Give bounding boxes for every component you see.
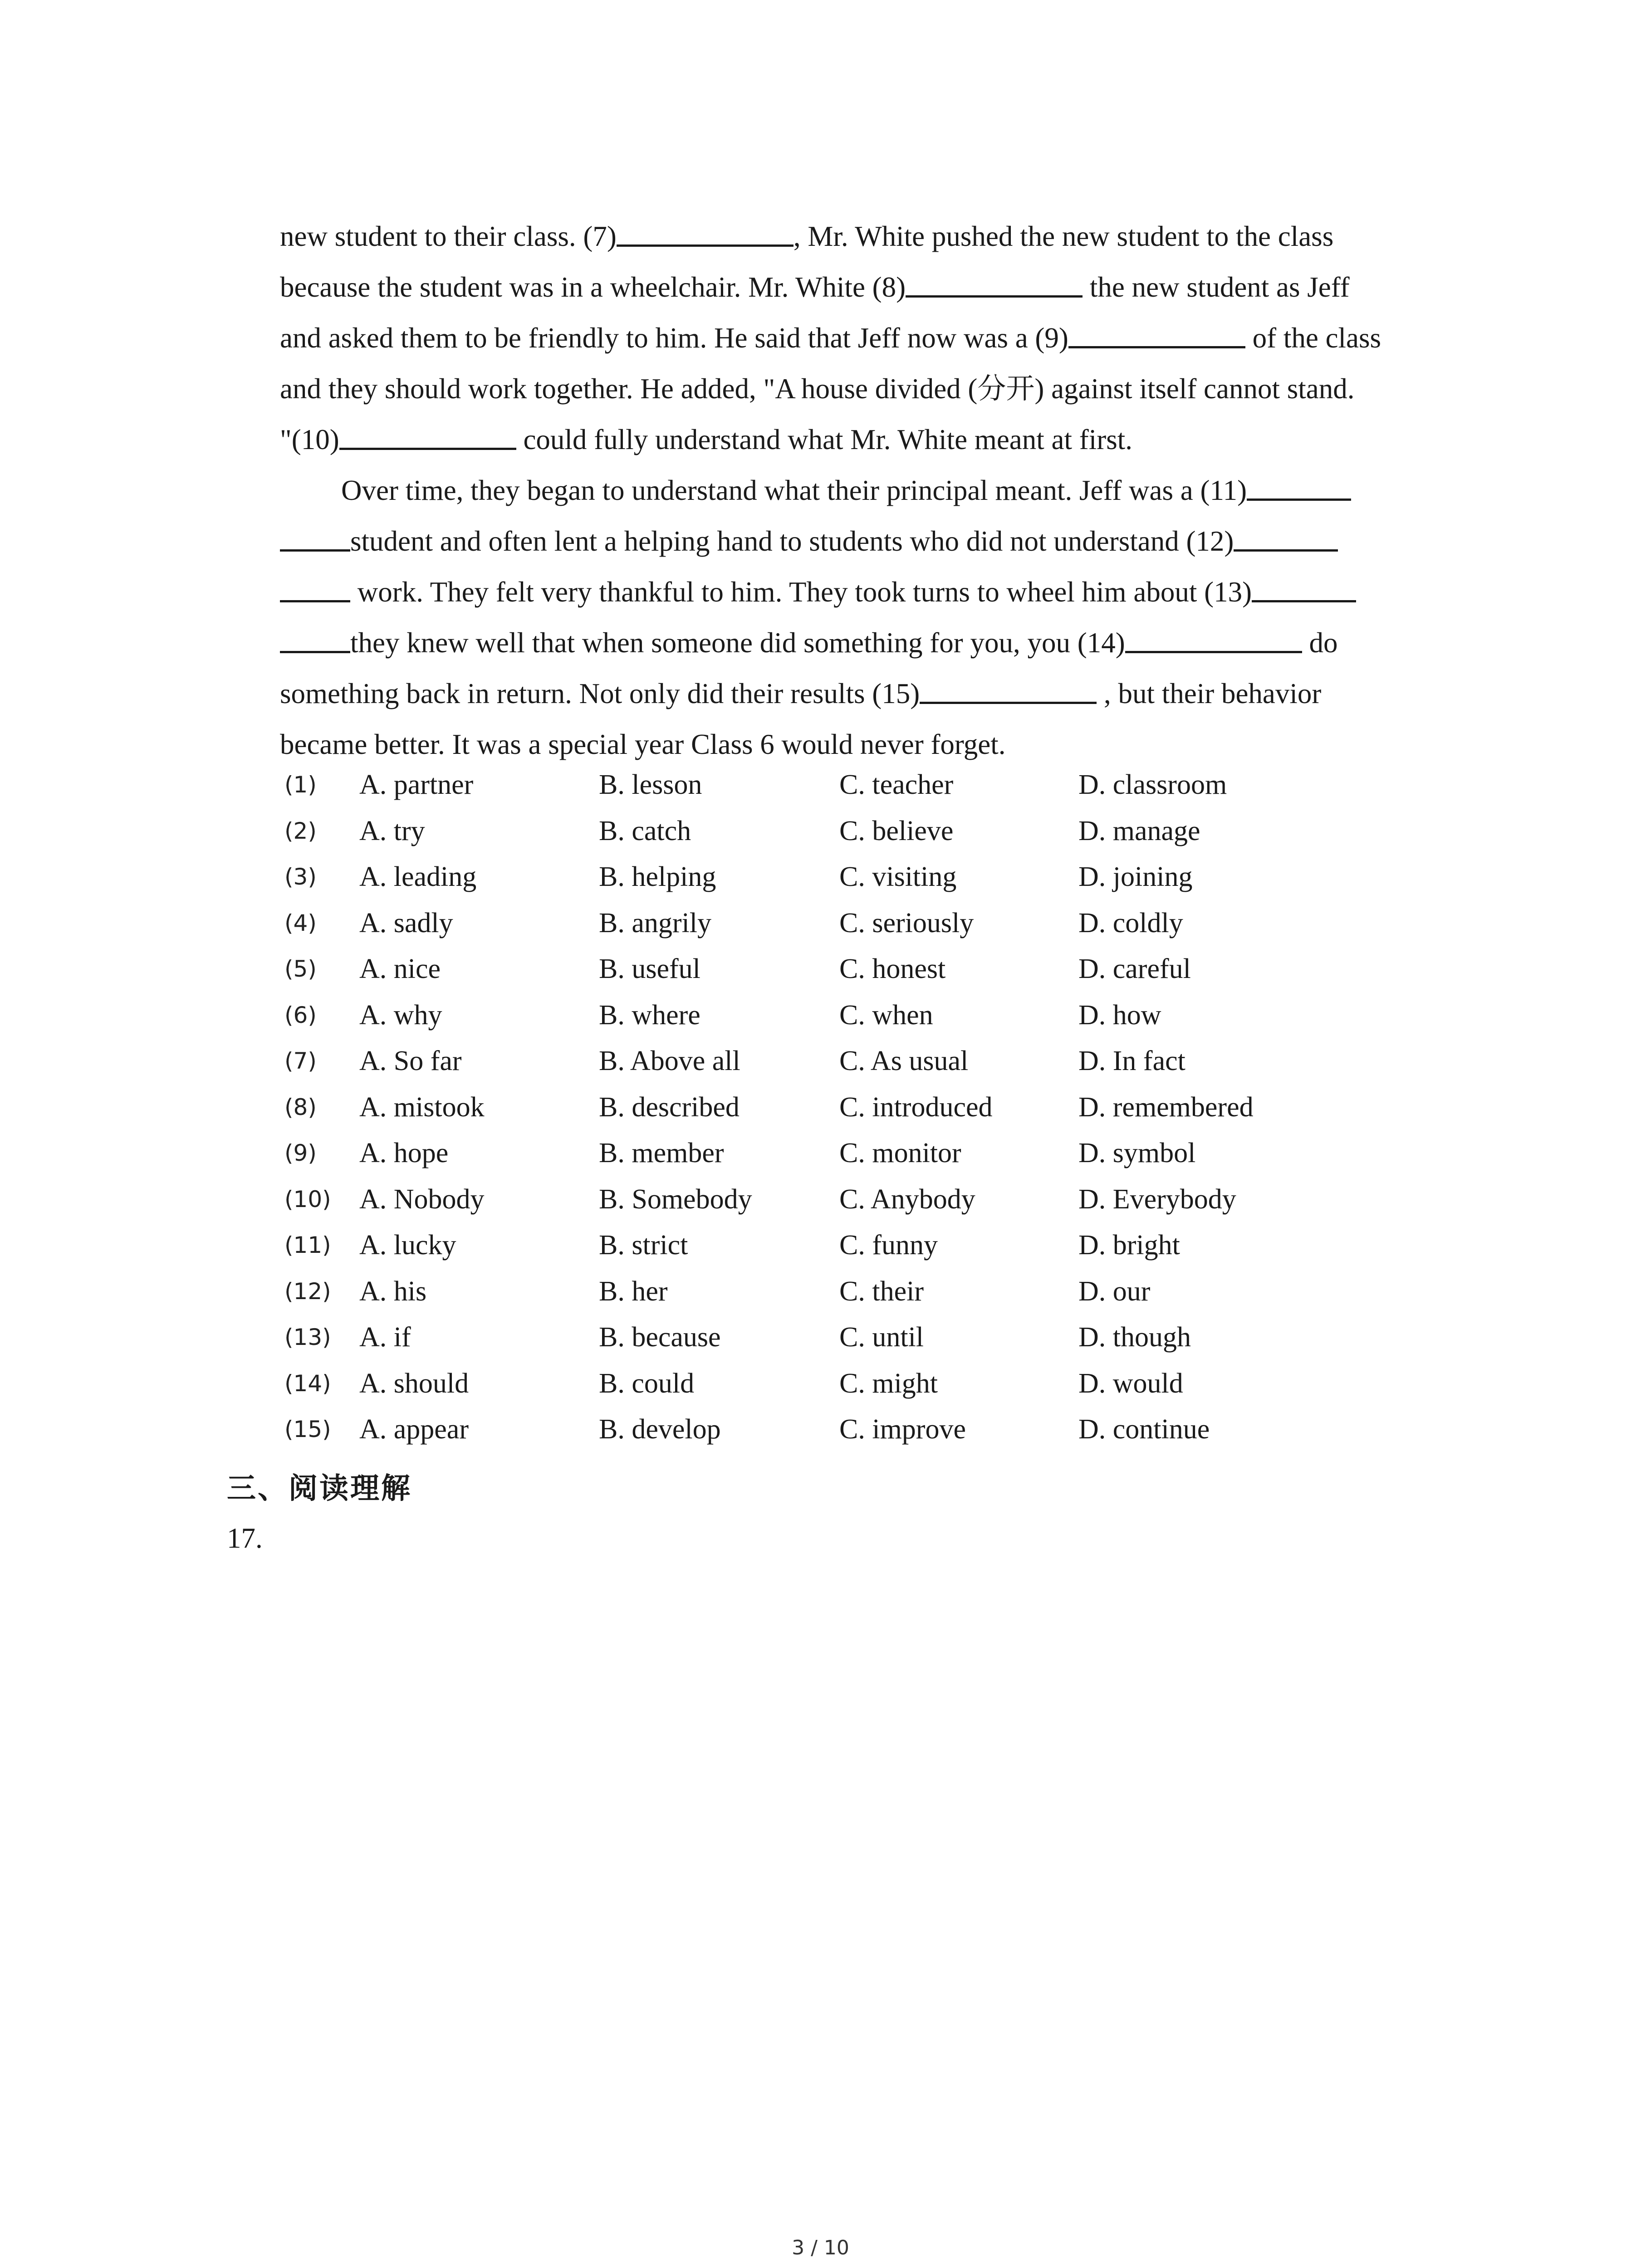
- passage-text: of the class: [1245, 322, 1381, 354]
- answer-blank: [617, 218, 794, 247]
- option-c: C. believe: [839, 815, 954, 846]
- option-d: D. Everybody: [1078, 1183, 1236, 1215]
- option-a: A. nice: [359, 953, 441, 984]
- passage-text: Over time, they began to understand what their principal meant. Jeff was a (11): [341, 474, 1247, 506]
- option-number: (6): [284, 1002, 317, 1028]
- option-number: (11): [284, 1232, 331, 1258]
- passage-text: "(10): [280, 424, 339, 455]
- option-a: A. lucky: [359, 1230, 456, 1261]
- option-b: B. catch: [599, 815, 691, 846]
- option-a: A. why: [359, 999, 442, 1031]
- option-b: B. described: [599, 1091, 740, 1123]
- option-d: D. In fact: [1078, 1046, 1185, 1076]
- option-b: B. because: [599, 1322, 721, 1353]
- passage-line: [280, 516, 1460, 567]
- passage-line: [280, 313, 1460, 363]
- answer-blank: [1125, 625, 1302, 653]
- option-d: D. how: [1078, 999, 1161, 1031]
- passage-line: [280, 414, 1460, 465]
- passage-text: , but their behavior: [1097, 678, 1322, 709]
- option-b: B. Above all: [599, 1046, 740, 1076]
- option-c: C. As usual: [839, 1046, 969, 1076]
- answer-blank: [280, 574, 350, 602]
- option-a: A. leading: [359, 861, 477, 892]
- option-d: D. coldly: [1078, 907, 1183, 938]
- passage-text: new student to their class. (7): [280, 220, 617, 252]
- answer-blank: [1234, 523, 1338, 552]
- option-b: B. lesson: [599, 769, 702, 800]
- option-a: A. if: [359, 1322, 411, 1353]
- passage-line: [280, 363, 1460, 414]
- option-c: C. might: [839, 1368, 938, 1399]
- option-number: (2): [284, 817, 317, 844]
- passage-line: [280, 262, 1460, 313]
- answer-blank: [280, 523, 350, 552]
- option-a: A. partner: [359, 769, 474, 800]
- passage-text: something back in return. Not only did their results (15): [280, 678, 920, 709]
- option-c: C. their: [839, 1276, 924, 1307]
- option-number: (7): [284, 1048, 317, 1074]
- answer-blank: [1252, 574, 1356, 602]
- answer-blank: [339, 421, 516, 450]
- option-b: B. useful: [599, 953, 700, 984]
- passage-text: , Mr. White pushed the new student to the class: [793, 220, 1334, 252]
- passage-text: work. They felt very thankful to him. They took turns to wheel him about (13): [350, 576, 1252, 608]
- passage-text: and asked them to be friendly to him. He said that Jeff now was a (9): [280, 322, 1068, 354]
- option-a: A. appear: [359, 1414, 469, 1445]
- option-d: D. our: [1078, 1276, 1151, 1307]
- passage-text: the new student as Jeff: [1083, 271, 1350, 303]
- option-b: B. develop: [599, 1414, 721, 1445]
- answer-blank: [1247, 472, 1351, 501]
- option-d: D. careful: [1078, 953, 1191, 984]
- option-c: C. Anybody: [839, 1183, 975, 1215]
- option-a: A. So far: [359, 1046, 462, 1076]
- option-a: A. should: [359, 1368, 469, 1399]
- option-b: B. her: [599, 1276, 668, 1307]
- option-d: D. classroom: [1078, 769, 1227, 800]
- option-number: (5): [284, 956, 317, 982]
- option-d: D. though: [1078, 1322, 1191, 1353]
- option-d: D. remembered: [1078, 1091, 1254, 1123]
- option-d: D. manage: [1078, 815, 1200, 846]
- option-b: B. could: [599, 1368, 695, 1399]
- option-d: D. joining: [1078, 861, 1193, 892]
- option-a: A. hope: [359, 1138, 449, 1168]
- option-c: C. introduced: [839, 1091, 993, 1123]
- passage-line: [280, 617, 1460, 668]
- option-c: C. honest: [839, 953, 946, 984]
- passage-text: because the student was in a wheelchair. Mr. White (8): [280, 271, 906, 303]
- option-c: C. when: [839, 999, 933, 1031]
- option-number: (15): [284, 1416, 331, 1442]
- option-c: C. funny: [839, 1230, 938, 1261]
- passage-text: do: [1302, 627, 1338, 659]
- option-c: C. until: [839, 1322, 924, 1353]
- option-c: C. teacher: [839, 769, 954, 800]
- page-number: 3 / 10: [792, 2236, 849, 2259]
- option-c: C. improve: [839, 1414, 966, 1445]
- option-c: C. visiting: [839, 861, 957, 892]
- option-number: (8): [284, 1094, 317, 1120]
- passage-line: [280, 567, 1460, 617]
- answer-blank: [1068, 320, 1245, 348]
- option-number: (14): [284, 1370, 331, 1397]
- option-d: D. continue: [1078, 1414, 1210, 1445]
- option-a: A. sadly: [359, 907, 453, 938]
- passage-line: [280, 465, 1460, 516]
- passage-line: [280, 211, 1460, 262]
- answer-blank: [280, 625, 350, 653]
- passage-text: became better. It was a special year Class 6 would never forget.: [280, 728, 1006, 760]
- option-d: D. symbol: [1078, 1138, 1196, 1168]
- answer-blank: [906, 269, 1083, 298]
- option-d: D. would: [1078, 1368, 1183, 1399]
- option-a: A. his: [359, 1276, 427, 1307]
- option-number: (12): [284, 1278, 331, 1305]
- option-a: A. Nobody: [359, 1183, 485, 1215]
- section-title: 三、阅读理解: [227, 1472, 412, 1505]
- passage-line: [280, 668, 1460, 719]
- option-number: (1): [284, 772, 317, 798]
- option-number: (4): [284, 909, 317, 936]
- option-c: C. seriously: [839, 907, 974, 938]
- option-number: (13): [284, 1324, 331, 1350]
- option-d: D. bright: [1078, 1230, 1180, 1261]
- option-a: A. mistook: [359, 1091, 485, 1123]
- option-b: B. where: [599, 999, 700, 1031]
- passage-text: and they should work together. He added, "A house divided (分开) against itself cannot stand.: [280, 373, 1355, 405]
- option-number: (3): [284, 864, 317, 890]
- option-number: (9): [284, 1140, 317, 1166]
- passage-text: could fully understand what Mr. White meant at first.: [516, 424, 1132, 455]
- passage-text: student and often lent a helping hand to students who did not understand (12): [350, 525, 1234, 557]
- option-a: A. try: [359, 815, 425, 846]
- answer-blank: [920, 675, 1097, 704]
- question-number: 17.: [227, 1522, 263, 1554]
- option-b: B. Somebody: [599, 1183, 752, 1215]
- cloze-passage: [280, 211, 1460, 770]
- option-b: B. helping: [599, 861, 716, 892]
- option-b: B. angrily: [599, 907, 711, 938]
- option-number: (10): [284, 1186, 331, 1212]
- passage-text: they knew well that when someone did something for you, you (14): [350, 627, 1125, 659]
- option-b: B. strict: [599, 1230, 688, 1261]
- option-c: C. monitor: [839, 1138, 961, 1168]
- option-b: B. member: [599, 1138, 724, 1168]
